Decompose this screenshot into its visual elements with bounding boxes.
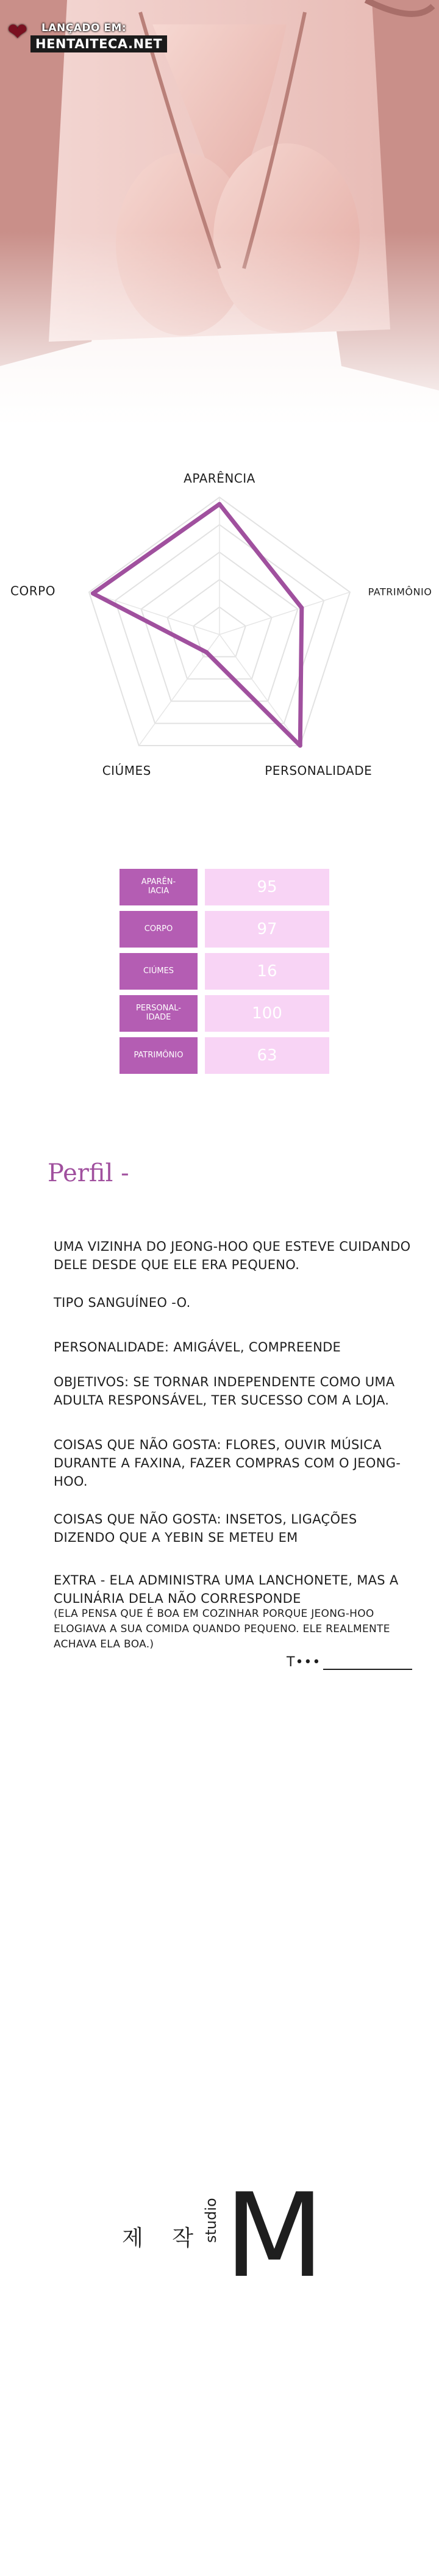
radar-data-point bbox=[91, 591, 95, 595]
studio-word: studio bbox=[202, 2198, 220, 2243]
stat-label: PERSONAL- IDADE bbox=[120, 995, 198, 1032]
profile-personality: PERSONALIDADE: AMIGÁVEL, COMPREENDE bbox=[54, 1340, 341, 1355]
studio-korean-text: 제 작 bbox=[122, 2226, 204, 2251]
stat-row bbox=[120, 953, 329, 990]
stat-label: APARÊN- IACIA bbox=[120, 869, 198, 905]
profile-likes: COISAS QUE NÃO GOSTA: FLORES, OUVIR MÚSICA DURANTE A FAXINA, FAZER COMPRAS COM O JEONG-HOO. bbox=[54, 1437, 401, 1489]
stat-value: 16 bbox=[205, 953, 329, 990]
radar-axis-label: CORPO bbox=[10, 583, 55, 599]
signature bbox=[287, 1655, 412, 1670]
profile-blood-type: TIPO SANGUÍNEO -O. bbox=[54, 1295, 191, 1310]
radar-axes bbox=[89, 497, 350, 746]
heart-icon: ❤ bbox=[7, 18, 28, 46]
radar-axis-line bbox=[220, 592, 350, 635]
radar-data-point bbox=[298, 744, 302, 748]
credit-site-label: HENTAITECA.NET bbox=[30, 35, 167, 52]
profile-description: UMA VIZINHA DO JEONG-HOO QUE ESTEVE CUIDANDO DELE DESDE QUE ELE ERA PEQUENO. bbox=[54, 1239, 411, 1272]
stat-value: 97 bbox=[205, 911, 329, 948]
radar-axis-label: CIÚMES bbox=[102, 763, 151, 779]
credit-released-label: LANÇADO EM: bbox=[41, 22, 127, 34]
stats-radar-chart bbox=[0, 445, 439, 836]
radar-data-point bbox=[218, 502, 222, 506]
profile-title: Perfil - bbox=[48, 1159, 129, 1187]
signature-line bbox=[323, 1669, 412, 1670]
radar-axis-label: PATRIMÔNIO bbox=[368, 586, 432, 598]
profile-dislikes: COISAS QUE NÃO GOSTA: INSETOS, LIGAÇÕES DIZENDO QUE A YEBIN SE METEU EM bbox=[54, 1512, 357, 1545]
radar-axis-line bbox=[220, 635, 300, 746]
profile-extra-note: (ELA PENSA QUE É BOA EM COZINHAR PORQUE JEONG-HOO ELOGIAVA A SUA COMIDA QUANDO PEQUENO. ELE REALMENTE ACHAVA ELA BOA.) bbox=[54, 1608, 390, 1650]
stat-value: 63 bbox=[205, 1037, 329, 1074]
stat-value: 100 bbox=[205, 995, 329, 1032]
cover-illustration bbox=[0, 0, 439, 427]
studio-logo bbox=[122, 2168, 329, 2303]
stats-table bbox=[120, 869, 329, 1079]
scanlator-credit bbox=[5, 18, 170, 61]
profile-extra: EXTRA - ELA ADMINISTRA UMA LANCHONETE, MAS A CULINÁRIA DELA NÃO CORRESPONDE bbox=[54, 1573, 399, 1606]
stat-label: CIÚMES bbox=[120, 953, 198, 990]
radar-axis-line bbox=[89, 592, 220, 635]
radar-labels bbox=[10, 471, 432, 778]
radar-data-point bbox=[299, 606, 304, 610]
signature-text: T••• bbox=[287, 1655, 321, 1670]
studio-m-letter: M bbox=[224, 2168, 324, 2303]
stat-label: PATRIMÔNIO bbox=[120, 1037, 198, 1074]
profile-goals: OBJETIVOS: SE TORNAR INDEPENDENTE COMO UMA ADULTA RESPONSÁVEL, TER SUCESSO COM A LOJA. bbox=[54, 1375, 395, 1408]
radar-axis-label: APARÊNCIA bbox=[184, 471, 255, 486]
stat-row bbox=[120, 869, 329, 905]
radar-axis-label: PERSONALIDADE bbox=[265, 763, 373, 779]
stat-row bbox=[120, 1037, 329, 1074]
radar-data-point bbox=[204, 650, 209, 655]
stat-value: 95 bbox=[205, 869, 329, 905]
stat-label: CORPO bbox=[120, 911, 198, 948]
stat-row bbox=[120, 911, 329, 948]
stat-row bbox=[120, 995, 329, 1032]
